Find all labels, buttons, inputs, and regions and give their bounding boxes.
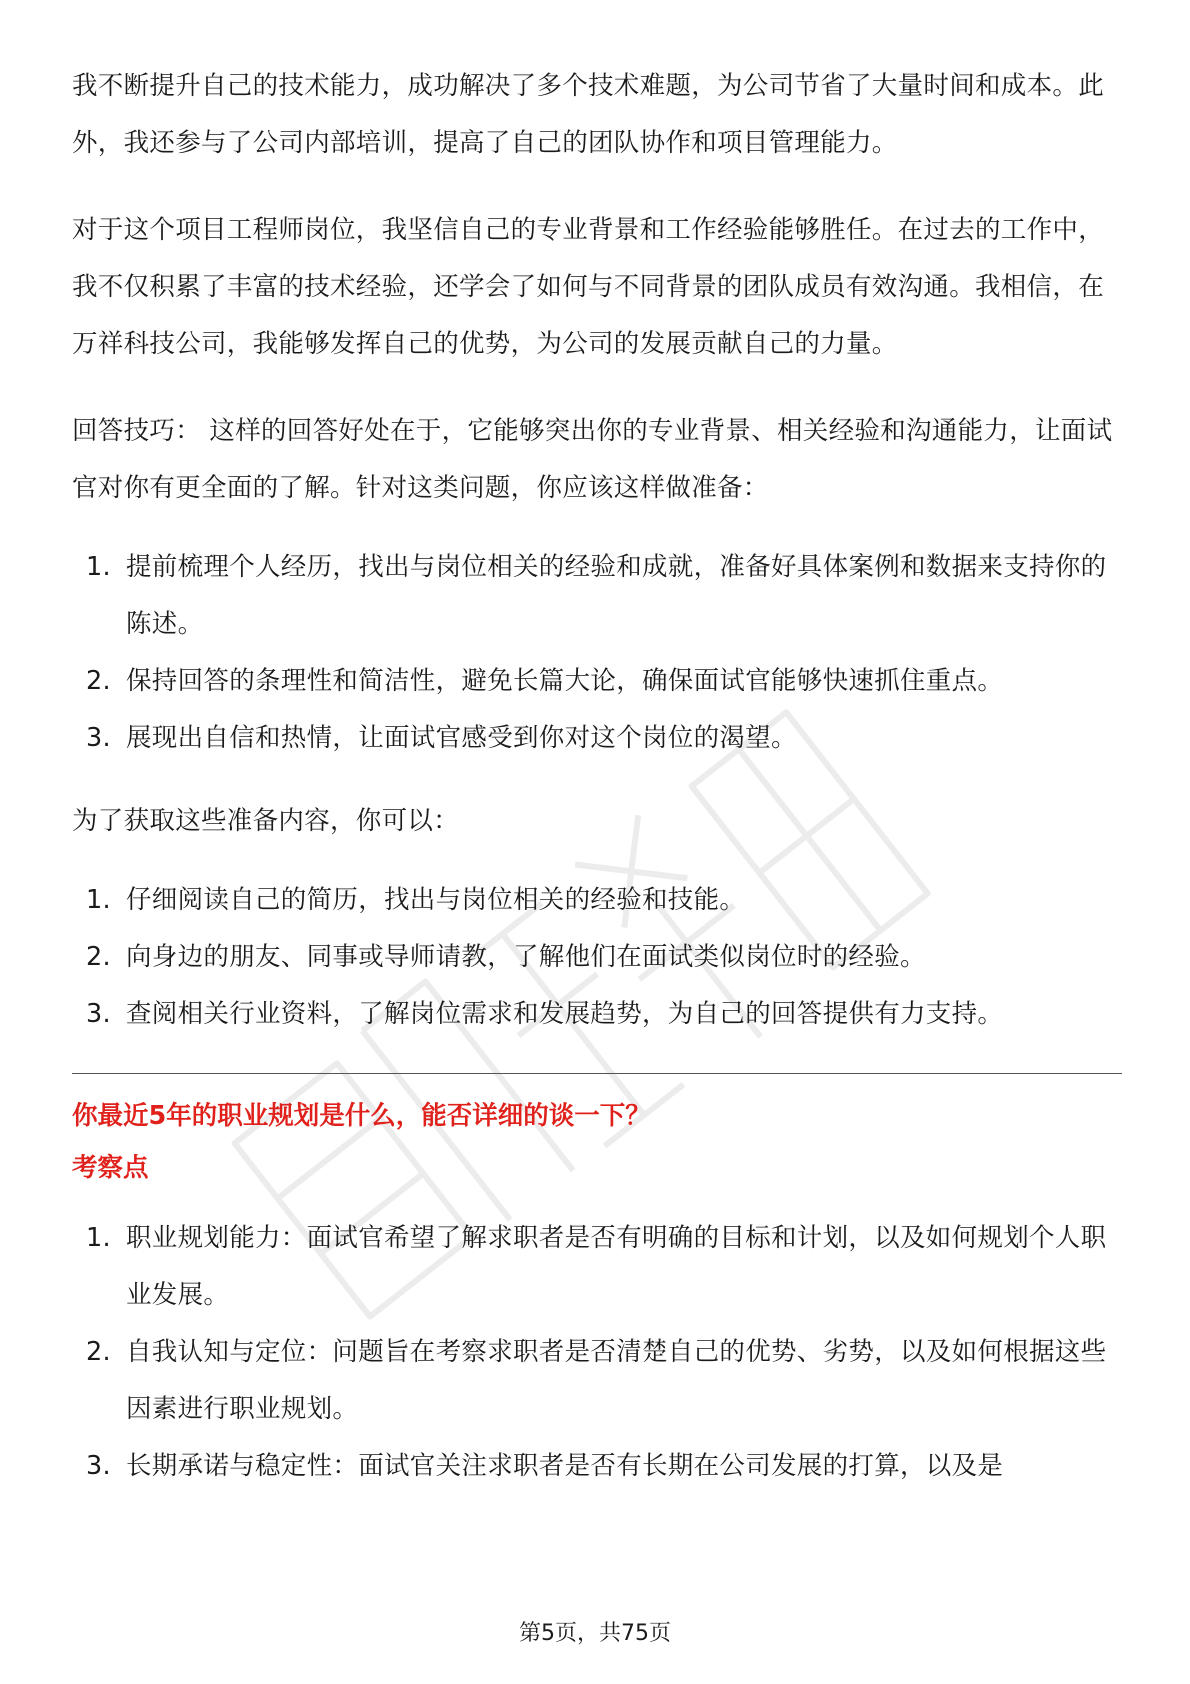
assessment-points-heading: 考察点 bbox=[72, 1153, 149, 1183]
preparation-list bbox=[72, 539, 1122, 767]
question-heading: 你最近5年的职业规划是什么，能否详细的谈一下？ bbox=[72, 1101, 651, 1131]
list-item: 1. 提前梳理个人经历，找出与岗位相关的经验和成就，准备好具体案例和数据来支持你的陈述。 bbox=[86, 552, 1107, 639]
page-number-footer: 第5页，共75页 bbox=[519, 1621, 671, 1646]
paragraph-position-fit: 对于这个项目工程师岗位，我坚信自己的专业背景和工作经验能够胜任。在过去的工作中，我不仅积累了丰富的技术经验，还学会了如何与不同背景的团队成员有效沟通。我相信，在万祥科技公司，我能够发挥自己的优势，为公司的发展贡献自己的力量。 bbox=[72, 215, 1105, 359]
list-item: 2. 向身边的朋友、同事或导师请教，了解他们在面试类似岗位时的经验。 bbox=[86, 942, 926, 972]
assessment-points-list bbox=[72, 1210, 1122, 1495]
list-item: 3. 展现出自信和热情，让面试官感受到你对这个岗位的渴望。 bbox=[86, 723, 797, 753]
section-divider bbox=[72, 1073, 1122, 1074]
list-item: 1. 仔细阅读自己的简历，找出与岗位相关的经验和技能。 bbox=[86, 885, 746, 915]
paragraph-how-to-get: 为了获取这些准备内容，你可以： bbox=[72, 806, 460, 836]
paragraph-achievements: 我不断提升自己的技术能力，成功解决了多个技术难题，为公司节省了大量时间和成本。此外，我还参与了公司内部培训，提高了自己的团队协作和项目管理能力。 bbox=[72, 71, 1105, 158]
list-item: 2. 自我认知与定位：问题旨在考察求职者是否清楚自己的优势、劣势，以及如何根据这些因素进行职业规划。 bbox=[86, 1337, 1107, 1424]
sources-list bbox=[72, 872, 1122, 1043]
page-content bbox=[72, 58, 1122, 1521]
paragraph-answer-tips: 回答技巧： 这样的回答好处在于，它能够突出你的专业背景、相关经验和沟通能力，让面试官对你有更全面的了解。针对这类问题，你应该这样做准备： bbox=[72, 416, 1113, 503]
list-item: 3. 长期承诺与稳定性：面试官关注求职者是否有长期在公司发展的打算，以及是 bbox=[86, 1451, 1004, 1481]
list-item: 1. 职业规划能力：面试官希望了解求职者是否有明确的目标和计划，以及如何规划个人职业发展。 bbox=[86, 1223, 1107, 1310]
list-item: 2. 保持回答的条理性和简洁性，避免长篇大论，确保面试官能够快速抓住重点。 bbox=[86, 666, 1004, 696]
list-item: 3. 查阅相关行业资料，了解岗位需求和发展趋势，为自己的回答提供有力支持。 bbox=[86, 999, 1004, 1029]
